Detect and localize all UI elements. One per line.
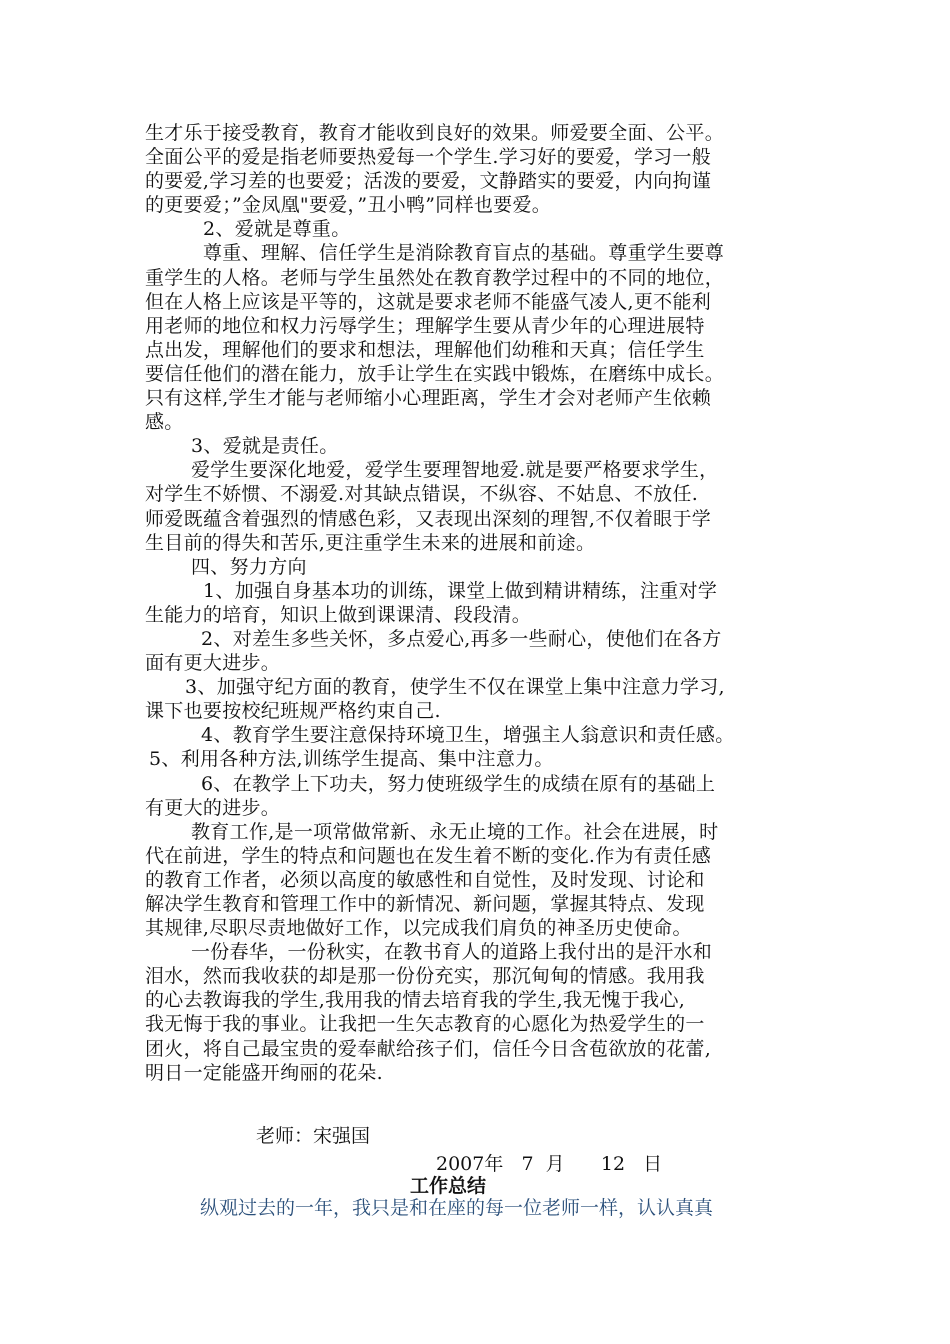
text-line: 其规律,尽职尽责地做好工作，以完成我们肩负的神圣历史使命。 [145,917,692,940]
text-line: 教育工作,是一项常做常新、永无止境的工作。社会在进展，时 [191,820,719,843]
text-line: 尊重、理解、信任学生是消除教育盲点的基础。尊重学生要尊 [203,242,725,265]
text-line: 面有更大进步。 [145,652,281,675]
text-line: 2、爱就是尊重。 [203,218,351,241]
text-line: 爱学生要深化地爱，爱学生要理智地爱.就是要严格要求学生， [191,459,719,482]
text-line: 代在前进，学生的特点和问题也在发生着不断的变化.作为有责任感 [145,844,712,867]
text-line: 重学生的人格。老师与学生虽然处在教育教学过程中的不同的地位， [145,266,725,289]
text-line: 2、对差生多些关怀，多点爱心,再多一些耐心，使他们在各方 [201,627,722,650]
text-line: 一份春华，一份秋实，在教书育人的道路上我付出的是汗水和 [191,941,713,964]
text-line: 对学生不娇惯、不溺爱.对其缺点错误，不纵容、不姑息、不放任. [145,483,699,506]
text-line: 师爱既蕴含着强烈的情感色彩，又表现出深刻的理智,不仅着眼于学 [145,507,712,530]
text-line: 的更要爱；”金凤凰"要爱，”丑小鸭”同样也要爱。 [145,194,552,217]
text-line: 4、教育学生要注意保持环境卫生，增强主人翁意识和责任感。 [201,724,735,747]
text-line: 只有这样,学生才能与老师缩小心理距离，学生才会对老师产生依赖 [145,387,712,410]
text-line: 3、爱就是责任。 [191,435,339,458]
text-line: 有更大的进步。 [145,796,281,819]
text-line: 1、加强自身基本功的训练，课堂上做到精讲精练，注重对学 [203,579,718,602]
signature: 老师：宋强国 [256,1125,371,1147]
intro-paragraph: 纵观过去的一年，我只是和在座的每一位老师一样，认认真真 [200,1197,714,1219]
document-body [145,121,817,1085]
text-line: 四、努力方向 [191,555,307,578]
text-line: 用老师的地位和权力污辱学生；理解学生要从青少年的心理进展特 [145,314,705,337]
date-line: 2007年 7 月 12 日 [436,1153,663,1175]
text-line: 生才乐于接受教育，教育才能收到良好的效果。师爱要全面、公平。 [145,122,725,144]
text-line: 5、利用各种方法,训练学生提高、集中注意力。 [149,748,554,771]
text-line: 全面公平的爱是指老师要热爱每一个学生.学习好的要爱，学习一般 [145,146,712,169]
text-line: 课下也要按校纪班规严格约束自己. [145,700,441,723]
section-title: 工作总结 [410,1175,487,1197]
text-line: 明日一定能盛开绚丽的花朵. [145,1061,383,1084]
text-line: 要信任他们的潜在能力，放手让学生在实践中锻炼，在磨练中成长。 [145,362,725,385]
text-line: 但在人格上应该是平等的，这就是要求老师不能盛气凌人,更不能利 [145,290,712,313]
text-line: 解决学生教育和管理工作中的新情况、新问题，掌握其特点、发现 [145,893,705,915]
text-line: 泪水，然而我收获的却是那一份份充实，那沉甸甸的情感。我用我 [145,965,705,988]
text-line: 的教育工作者，必须以高度的敏感性和自觉性，及时发现、讨论和 [145,868,705,891]
text-line: 生目前的得失和苦乐,更注重学生未来的进展和前途。 [145,531,596,554]
text-line: 3、加强守纪方面的教育，使学生不仅在课堂上集中注意力学习, [185,676,725,699]
text-line: 团火，将自己最宝贵的爱奉献给孩子们，信任今日含苞欲放的花蕾, [145,1037,712,1060]
text-line: 的要爱,学习差的也要爱；活泼的要爱，文静踏实的要爱，内向拘谨 [145,170,712,193]
text-line: 的心去教诲我的学生,我用我的情去培育我的学生,我无愧于我心, [145,989,686,1012]
text-line: 生能力的培育，知识上做到课课清、段段清。 [145,603,532,626]
text-line: 我无悔于我的事业。让我把一生矢志教育的心愿化为热爱学生的一 [145,1013,705,1036]
text-line: 感。 [145,411,184,434]
text-line: 6、在教学上下功夫，努力使班级学生的成绩在原有的基础上 [201,772,716,795]
text-line: 点出发，理解他们的要求和想法，理解他们幼稚和天真；信任学生 [145,338,705,361]
